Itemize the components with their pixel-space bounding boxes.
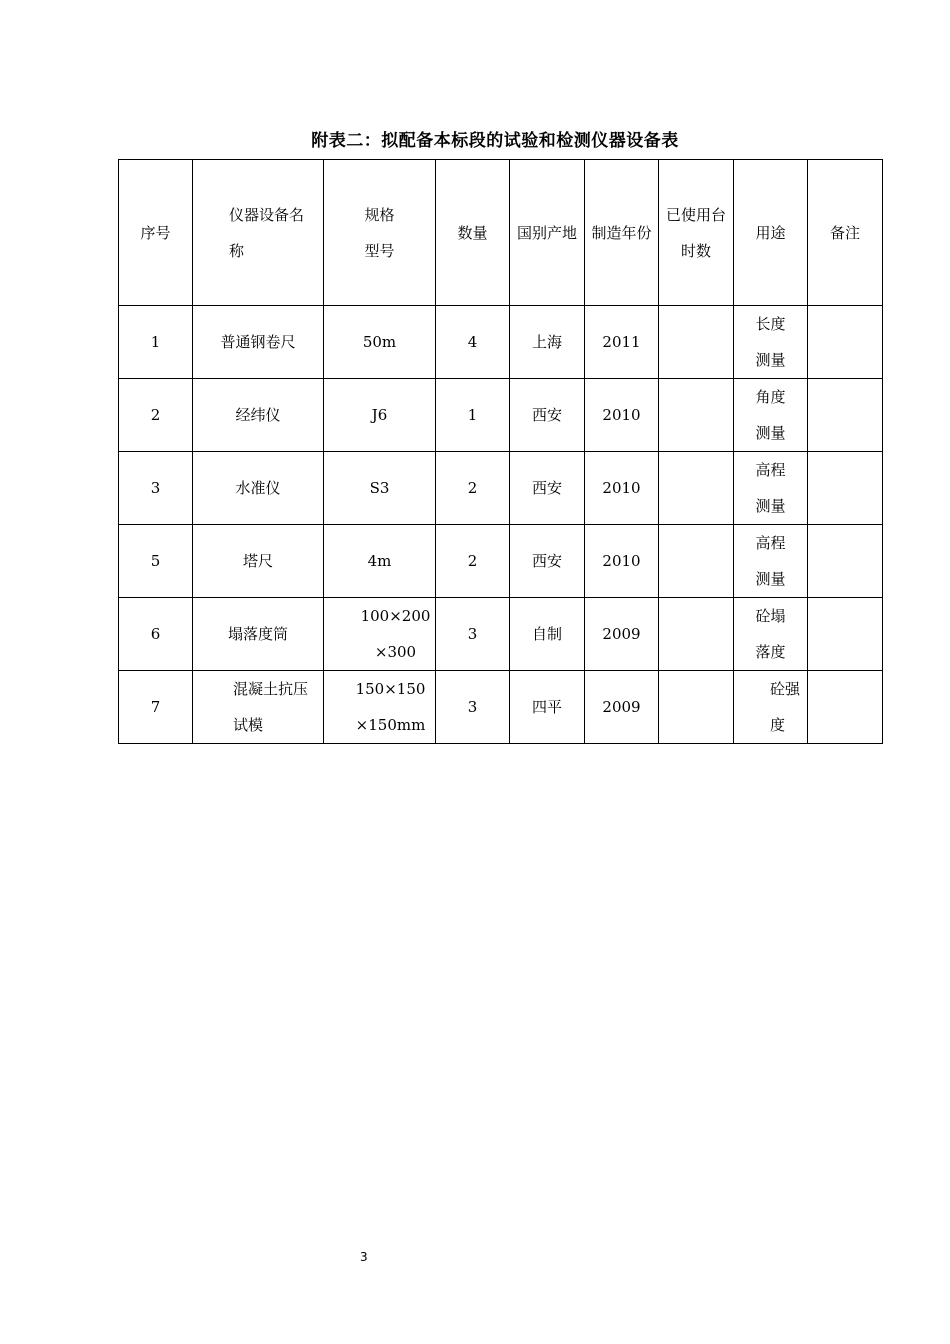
header-note: 备注 [808, 160, 883, 306]
cell-origin: 自制 [510, 598, 585, 671]
cell-use: 高程测量 [734, 525, 808, 598]
cell-seq: 2 [119, 379, 193, 452]
cell-name: 塌落度筒 [193, 598, 324, 671]
cell-spec: 4m [324, 525, 436, 598]
page-number: 3 [360, 1250, 368, 1264]
cell-seq: 6 [119, 598, 193, 671]
header-seq: 序号 [119, 160, 193, 306]
cell-year: 2010 [585, 525, 659, 598]
header-use: 用途 [734, 160, 808, 306]
cell-note [808, 379, 883, 452]
cell-seq: 1 [119, 306, 193, 379]
cell-name: 塔尺 [193, 525, 324, 598]
cell-hours [659, 525, 734, 598]
header-hours: 已使用台时数 [659, 160, 734, 306]
cell-hours [659, 452, 734, 525]
cell-year: 2010 [585, 379, 659, 452]
cell-qty: 3 [436, 671, 510, 744]
table-row [119, 306, 883, 379]
cell-hours [659, 598, 734, 671]
cell-hours [659, 379, 734, 452]
table-row [119, 598, 883, 671]
cell-name: 混凝土抗压试模 [193, 671, 324, 744]
cell-origin: 西安 [510, 379, 585, 452]
cell-use: 长度测量 [734, 306, 808, 379]
cell-spec: S3 [324, 452, 436, 525]
cell-use: 砼塌落度 [734, 598, 808, 671]
equipment-table [118, 159, 883, 744]
cell-hours [659, 671, 734, 744]
header-spec: 规格型号 [324, 160, 436, 306]
cell-qty: 1 [436, 379, 510, 452]
cell-use: 高程测量 [734, 452, 808, 525]
cell-name: 普通钢卷尺 [193, 306, 324, 379]
table-row [119, 525, 883, 598]
header-origin: 国别产地 [510, 160, 585, 306]
cell-note [808, 452, 883, 525]
header-year: 制造年份 [585, 160, 659, 306]
cell-name: 水准仪 [193, 452, 324, 525]
table-row [119, 452, 883, 525]
cell-year: 2011 [585, 306, 659, 379]
cell-note [808, 598, 883, 671]
cell-name: 经纬仪 [193, 379, 324, 452]
cell-note [808, 525, 883, 598]
cell-qty: 4 [436, 306, 510, 379]
header-qty: 数量 [436, 160, 510, 306]
table-row [119, 671, 883, 744]
cell-note [808, 306, 883, 379]
table-row [119, 379, 883, 452]
cell-spec: 150×150×150mm [324, 671, 436, 744]
table-header-row [119, 160, 883, 306]
cell-hours [659, 306, 734, 379]
cell-qty: 3 [436, 598, 510, 671]
cell-spec: J6 [324, 379, 436, 452]
cell-spec: 50m [324, 306, 436, 379]
cell-use: 砼强度 [734, 671, 808, 744]
cell-qty: 2 [436, 452, 510, 525]
cell-seq: 3 [119, 452, 193, 525]
cell-seq: 5 [119, 525, 193, 598]
cell-spec: 100×200×300 [324, 598, 436, 671]
cell-year: 2009 [585, 598, 659, 671]
cell-origin: 西安 [510, 525, 585, 598]
cell-origin: 西安 [510, 452, 585, 525]
cell-origin: 上海 [510, 306, 585, 379]
cell-origin: 四平 [510, 671, 585, 744]
page-title: 附表二：拟配备本标段的试验和检测仪器设备表 [311, 131, 679, 151]
cell-note [808, 671, 883, 744]
cell-year: 2009 [585, 671, 659, 744]
header-name: 仪器设备名称 [193, 160, 324, 306]
cell-use: 角度测量 [734, 379, 808, 452]
cell-qty: 2 [436, 525, 510, 598]
cell-year: 2010 [585, 452, 659, 525]
cell-seq: 7 [119, 671, 193, 744]
